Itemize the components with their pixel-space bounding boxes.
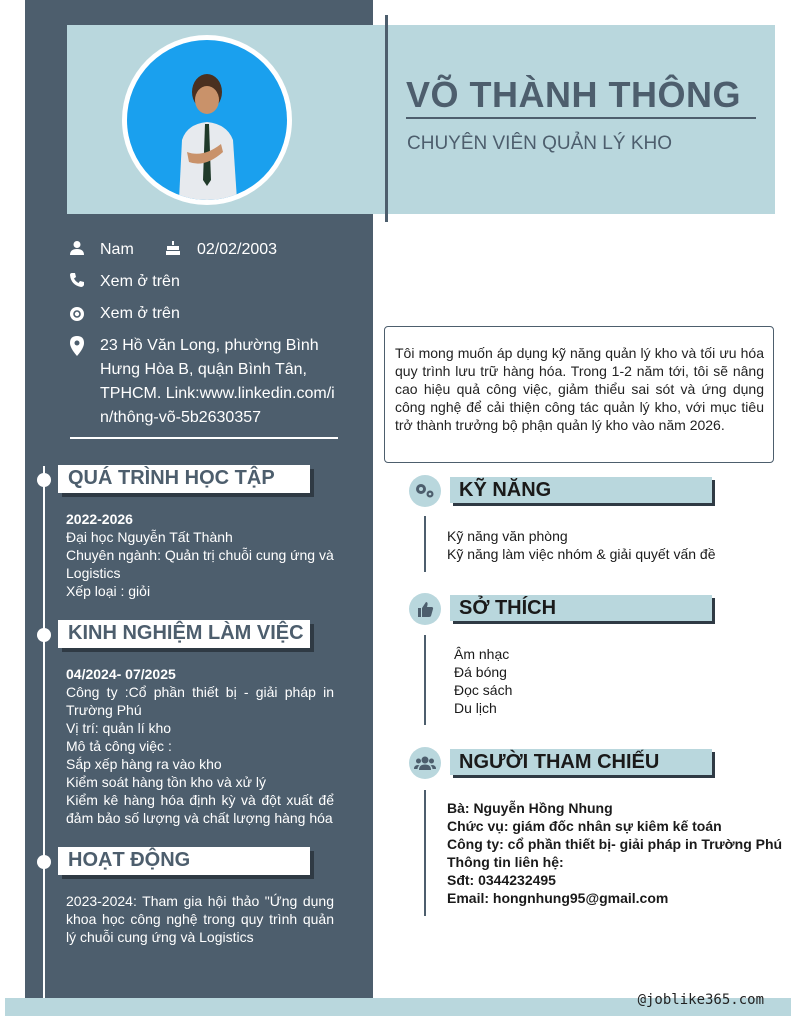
email-at-icon <box>69 306 85 322</box>
education-major: Chuyên ngành: Quản trị chuỗi cung ứng và Logistics <box>66 547 334 581</box>
experience-period: 04/2024- 07/2025 <box>66 666 176 682</box>
users-icon <box>409 747 441 779</box>
hobbies-heading-text: SỞ THÍCH <box>459 597 557 619</box>
activities-heading <box>58 847 310 875</box>
reference-line: Sđt: 0344232495 <box>447 872 556 888</box>
education-section <box>66 510 334 600</box>
reference-line: Công ty: cổ phần thiết bị- giải pháp in Trường Phú <box>447 836 783 852</box>
education-heading <box>58 465 310 493</box>
activities-text: 2023-2024: Tham gia hội thảo "Ứng dụng khoa học công nghệ trong quy trình quản lý chuỗi cung ứng và Logistics <box>66 893 334 945</box>
timeline-dot <box>37 628 51 642</box>
skill-item: Kỹ năng văn phòng <box>447 528 568 544</box>
email-value: Xem ở trên <box>100 305 180 322</box>
experience-task: Kiểm kê hàng hóa định kỳ và đột xuất để đảm bảo số lượng và chất lượng hàng hóa <box>66 792 334 826</box>
hobby-item: Đá bóng <box>454 664 507 680</box>
skills-heading <box>450 477 712 503</box>
experience-position: Vị trí: quản lí kho <box>66 720 172 736</box>
hobby-item: Âm nhạc <box>454 646 510 662</box>
hobbies-badge <box>409 593 441 625</box>
birthday-cake-icon <box>165 240 181 256</box>
reference-line: Email: hongnhung95@gmail.com <box>447 890 669 906</box>
location-pin-icon <box>69 336 85 356</box>
hobby-item: Đọc sách <box>454 682 513 698</box>
references-heading-text: NGƯỜI THAM CHIẾU <box>459 751 660 773</box>
experience-company: Công ty :Cổ phần thiết bị - giải pháp in Trường Phú <box>66 684 334 718</box>
gender-value: Nam <box>100 241 134 258</box>
phone-value: Xem ở trên <box>100 273 180 290</box>
activities-heading-text: HOẠT ĐỘNG <box>68 849 191 871</box>
header-divider <box>385 15 388 222</box>
experience-task: Kiểm soát hàng tồn kho và xử lý <box>66 774 267 790</box>
address-line: TPHCM. Link:www.linkedin.com/i <box>100 385 335 402</box>
candidate-name: VÕ THÀNH THÔNG <box>406 74 741 115</box>
gears-icon <box>409 475 441 507</box>
timeline-dot <box>37 855 51 869</box>
avatar <box>122 35 292 205</box>
experience-section <box>66 665 334 827</box>
user-icon <box>69 240 85 256</box>
hobbies-line <box>424 635 426 725</box>
experience-heading <box>58 620 310 648</box>
name-underline <box>406 117 756 119</box>
info-divider <box>70 437 338 439</box>
phone-icon <box>69 272 85 288</box>
address-line: n/thông-võ-5b2630357 <box>100 409 262 426</box>
education-school: Đại học Nguyễn Tất Thành <box>66 529 233 545</box>
experience-heading-text: KINH NGHIỆM LÀM VIỆC <box>68 622 304 644</box>
reference-line: Bà: Nguyễn Hồng Nhung <box>447 800 613 816</box>
job-title: CHUYÊN VIÊN QUẢN LÝ KHO <box>407 133 672 154</box>
birthdate-value: 02/02/2003 <box>197 241 278 258</box>
hobbies-heading <box>450 595 712 621</box>
address-line: Hưng Hòa B, quận Bình Tân, <box>100 361 307 378</box>
avatar-photo <box>127 40 287 200</box>
experience-task: Sắp xếp hàng ra vào kho <box>66 756 222 772</box>
skill-item: Kỹ năng làm việc nhóm & giải quyết vấn đề <box>447 546 716 562</box>
career-objective: Tôi mong muốn áp dụng kỹ năng quản lý kho và tối ưu hóa quy trình lưu trữ hàng hóa. Trong 1-2 năm tới, tôi sẽ nâng cao hiệu quả công việc, giảm thiểu sai sót và ứng dụng công nghệ để cải thiện công tác quản lý kho, với mục tiêu trở thành trưởng bộ phận quản lý kho vào năm 2026. <box>384 326 774 463</box>
reference-line: Thông tin liên hệ: <box>447 854 564 870</box>
watermark-text: @joblike365.com <box>637 992 764 1008</box>
references-badge <box>409 747 441 779</box>
skills-line <box>424 516 426 572</box>
timeline-line <box>43 466 45 1016</box>
timeline-dot <box>37 473 51 487</box>
skills-heading-text: KỸ NĂNG <box>459 479 552 501</box>
reference-line: Chức vụ: giám đốc nhân sự kiêm kế toán <box>447 818 722 834</box>
education-heading-text: QUÁ TRÌNH HỌC TẬP <box>68 467 275 489</box>
skills-badge <box>409 475 441 507</box>
references-heading <box>450 749 712 775</box>
education-period: 2022-2026 <box>66 511 133 527</box>
thumbs-up-icon <box>409 593 441 625</box>
references-line <box>424 790 426 916</box>
education-grade: Xếp loại : giỏi <box>66 583 151 599</box>
experience-desc-label: Mô tả công việc : <box>66 738 172 754</box>
address-line: 23 Hồ Văn Long, phường Bình <box>100 337 319 354</box>
hobby-item: Du lịch <box>454 700 497 716</box>
